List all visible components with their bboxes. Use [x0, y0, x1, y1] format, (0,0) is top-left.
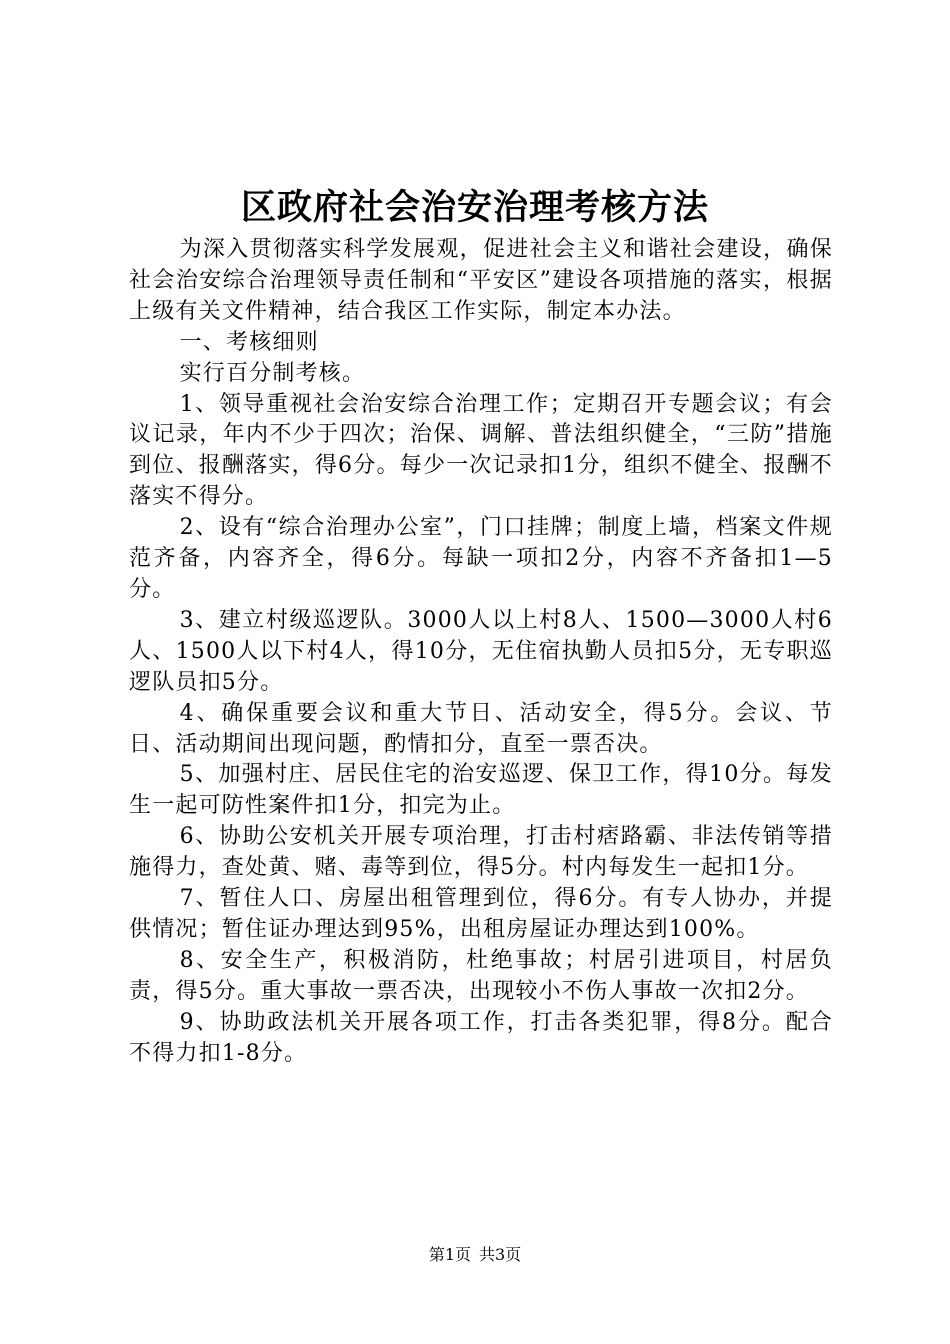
rule-item-3: 3、建立村级巡逻队。3000人以上村8人、1500—3000人村6人、1500人以下村4人，得10分，无住宿执勤人员扣5分，无专职巡逻队员扣5分。 — [129, 607, 833, 695]
rule-item-7: 7、暂住人口、房屋出租管理到位，得6分。有专人协办，并提供情况；暂住证办理达到95%，出租房屋证办理达到100%。 — [129, 886, 833, 942]
rule-item-2: 2、设有“综合治理办公室”，门口挂牌；制度上墙，档案文件规范齐备，内容齐全，得6分。每缺一项扣2分，内容不齐备扣1—5分。 — [129, 515, 833, 602]
page-footer — [0, 1245, 950, 1265]
page-total: 共3页 — [479, 1245, 522, 1264]
page-number: 第1页 — [428, 1245, 471, 1264]
rule-item-4: 4、确保重要会议和重大节日、活动安全，得5分。会议、节日、活动期间出现问题，酌情扣分，直至一票否决。 — [129, 700, 833, 757]
rule-item-1: 1、领导重视社会治安综合治理工作；定期召开专题会议；有会议记录，年内不少于四次；治保、调解、普法组织健全，“三防”措施到位、报酬落实，得6分。每少一次记录扣1分，组织不健全、报酬不落实不得分。 — [129, 391, 833, 510]
rule-item-8: 8、安全生产，积极消防，杜绝事故；村居引进项目，村居负责，得5分。重大事故一票否决，出现较小不伤人事故一次扣2分。 — [129, 947, 833, 1004]
document-body — [129, 235, 833, 1069]
rule-item-6: 6、协助公安机关开展专项治理，打击村痞路霸、非法传销等措施得力，查处黄、赌、毒等到位，得5分。村内每发生一起扣1分。 — [129, 824, 833, 881]
section-intro: 实行百分制考核。 — [179, 360, 366, 386]
intro-paragraph: 为深入贯彻落实科学发展观，促进社会主义和谐社会建设，确保社会治安综合治理领导责任制和“平安区”建设各项措施的落实，根据上级有关文件精神，结合我区工作实际，制定本办法。 — [129, 237, 833, 324]
rule-item-9: 9、协助政法机关开展各项工作，打击各类犯罪，得8分。配合不得力扣1-8分。 — [129, 1009, 833, 1066]
section-heading: 一、考核细则 — [179, 329, 319, 355]
document-title: 区政府社会治安治理考核方法 — [240, 187, 709, 228]
rule-item-5: 5、加强村庄、居民住宅的治安巡逻、保卫工作，得10分。每发生一起可防性案件扣1分，扣完为止。 — [129, 762, 833, 819]
